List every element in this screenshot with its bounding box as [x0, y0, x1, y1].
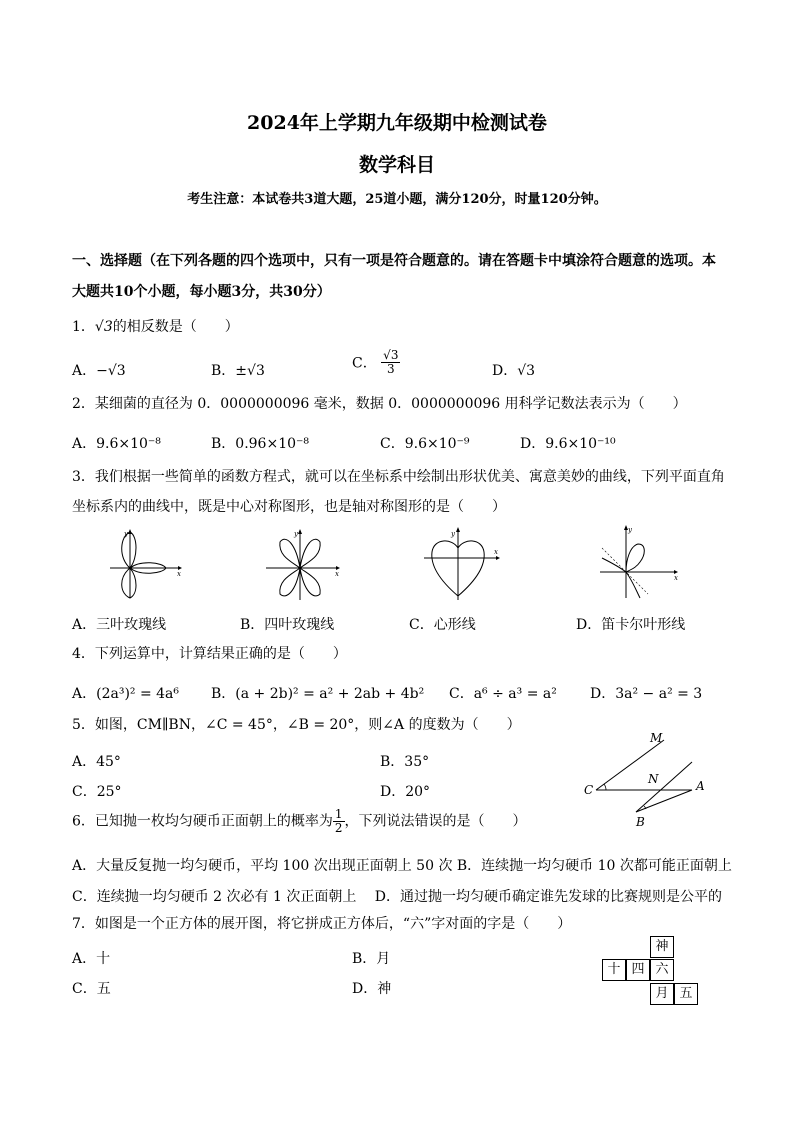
q5-option-c: C．25°: [72, 784, 122, 800]
q1-option-c: [352, 349, 400, 376]
label-n: N: [648, 772, 659, 786]
q6-options-ab: A．大量反复抛一均匀硬币，平均 100 次出现正面朝上 50 次 B．连续抛一均匀硬币 10 次都可能正面朝上: [72, 858, 732, 874]
q1-option-b: B．±√3: [211, 363, 265, 379]
q4-option-d: D．3a² − a² = 3: [590, 686, 703, 702]
fig-b-axis-x: x: [335, 570, 339, 578]
cube-cell-yue: 月: [650, 983, 674, 1005]
q7-option-d: D．神: [352, 981, 392, 997]
fig-a-axis-y: y: [124, 530, 128, 538]
q6-frac-num: 1: [334, 807, 343, 821]
exam-subject: 数学科目: [358, 154, 435, 176]
q6-stem-post: ，下列说法错误的是（ ）: [344, 813, 527, 830]
question-7-stem: 7．如图是一个正方体的展开图，将它拼成正方体后，“六”字对面的字是（ ）: [72, 916, 572, 932]
question-3-line2: 坐标系内的曲线中，既是中心对称图形，也是轴对称图形的是（ ）: [72, 499, 506, 515]
label-c: C: [584, 783, 594, 797]
q6-frac-den: 2: [334, 821, 343, 836]
folium-of-descartes-figure: [596, 524, 680, 600]
fig-d-axis-x: x: [674, 574, 678, 582]
q2-option-d: D．9.6×10⁻¹⁰: [520, 436, 616, 452]
q1-option-d: D．√3: [492, 363, 536, 379]
question-4-stem: 4．下列运算中，计算结果正确的是（ ）: [72, 646, 347, 662]
question-1-stem: [72, 320, 239, 334]
cube-cell-liu: 六: [650, 959, 674, 981]
cube-cell-shi: 十: [602, 959, 626, 981]
q5-option-a: A．45°: [72, 754, 121, 770]
q7-option-c: C．五: [72, 981, 111, 997]
q1-expression: √3: [94, 319, 113, 335]
question-2-stem: 2．某细菌的直径为 0．0000000096 毫米，数据 0．0000000096 用科学记数法表示为（ ）: [72, 396, 687, 412]
q4-option-c: C．a⁶ ÷ a³ = a²: [449, 686, 557, 702]
question-3-line1: 3．我们根据一些简单的函数方程式，就可以在坐标系中绘制出形状优美、寓意美妙的曲线，下列平面直角: [72, 469, 725, 485]
cube-cell-shen: 神: [650, 936, 674, 958]
cube-cell-wu: 五: [674, 983, 698, 1005]
label-b: B: [636, 815, 645, 829]
q1-text: 的相反数是（ ）: [112, 319, 239, 335]
parallel-lines-figure: [578, 728, 718, 832]
q1-number: 1．: [72, 319, 95, 335]
q2-option-c: C．9.6×10⁻⁹: [380, 436, 470, 452]
fig-c-axis-y: y: [451, 530, 455, 538]
q1-option-a: A．−√3: [72, 363, 126, 379]
three-leaf-rose-figure: [104, 528, 186, 600]
q6-fraction: [333, 808, 345, 835]
q5-option-d: D．20°: [380, 784, 431, 800]
label-a: A: [696, 779, 705, 793]
q7-option-a: A．十: [72, 951, 111, 967]
label-m: M: [650, 731, 663, 745]
question-6-stem: [72, 808, 527, 835]
section-heading-line1: 一、选择题（在下列各题的四个选项中，只有一项是符合题意的。请在答题卡中填涂符合题意的选项。本: [72, 253, 716, 269]
q1-option-c-label: C．: [352, 355, 377, 372]
exam-notice: 考生注意：本试卷共3道大题，25道小题，满分120分，时量120分钟。: [187, 192, 607, 207]
q1-c-numerator: √3: [383, 348, 399, 362]
q1-option-c-fraction: [381, 349, 400, 376]
q6-options-cd: C．连续抛一均匀硬币 2 次必有 1 次正面朝上 D．通过抛一均匀硬币确定谁先发球的比赛规则是公平的: [72, 889, 722, 905]
question-5-stem: 5．如图，CM∥BN，∠C = 45°，∠B = 20°，则∠A 的度数为（ ）: [72, 717, 521, 733]
q2-option-a: A．9.6×10⁻⁸: [72, 436, 161, 452]
q3-option-c: C．心形线: [409, 617, 476, 633]
cube-cell-si: 四: [626, 959, 650, 981]
cardioid-figure: [420, 528, 502, 600]
fig-c-axis-x: x: [494, 548, 498, 556]
q3-option-d: D．笛卡尔叶形线: [576, 617, 686, 633]
four-leaf-rose-figure: [262, 528, 344, 600]
q2-option-b: B．0.96×10⁻⁸: [211, 436, 310, 452]
fig-b-axis-y: y: [294, 530, 298, 538]
q6-stem-pre: 6．已知抛一枚均匀硬币正面朝上的概率为: [72, 813, 333, 830]
exam-title: 2024年上学期九年级期中检测试卷: [247, 112, 547, 134]
fig-d-axis-y: y: [628, 526, 632, 534]
q7-option-b: B．月: [352, 951, 391, 967]
q1-c-denominator: 3: [386, 362, 395, 377]
q4-option-a: A．(2a³)² = 4a⁶: [72, 686, 180, 702]
q5-option-b: B．35°: [380, 754, 430, 770]
section-heading-line2: 大题共10个小题，每小题3分，共30分）: [72, 284, 331, 300]
fig-a-axis-x: x: [177, 570, 181, 578]
q3-option-b: B．四叶玫瑰线: [240, 617, 335, 633]
q4-option-b: B．(a + 2b)² = a² + 2ab + 4b²: [211, 686, 425, 702]
q3-option-a: A．三叶玫瑰线: [72, 617, 167, 633]
